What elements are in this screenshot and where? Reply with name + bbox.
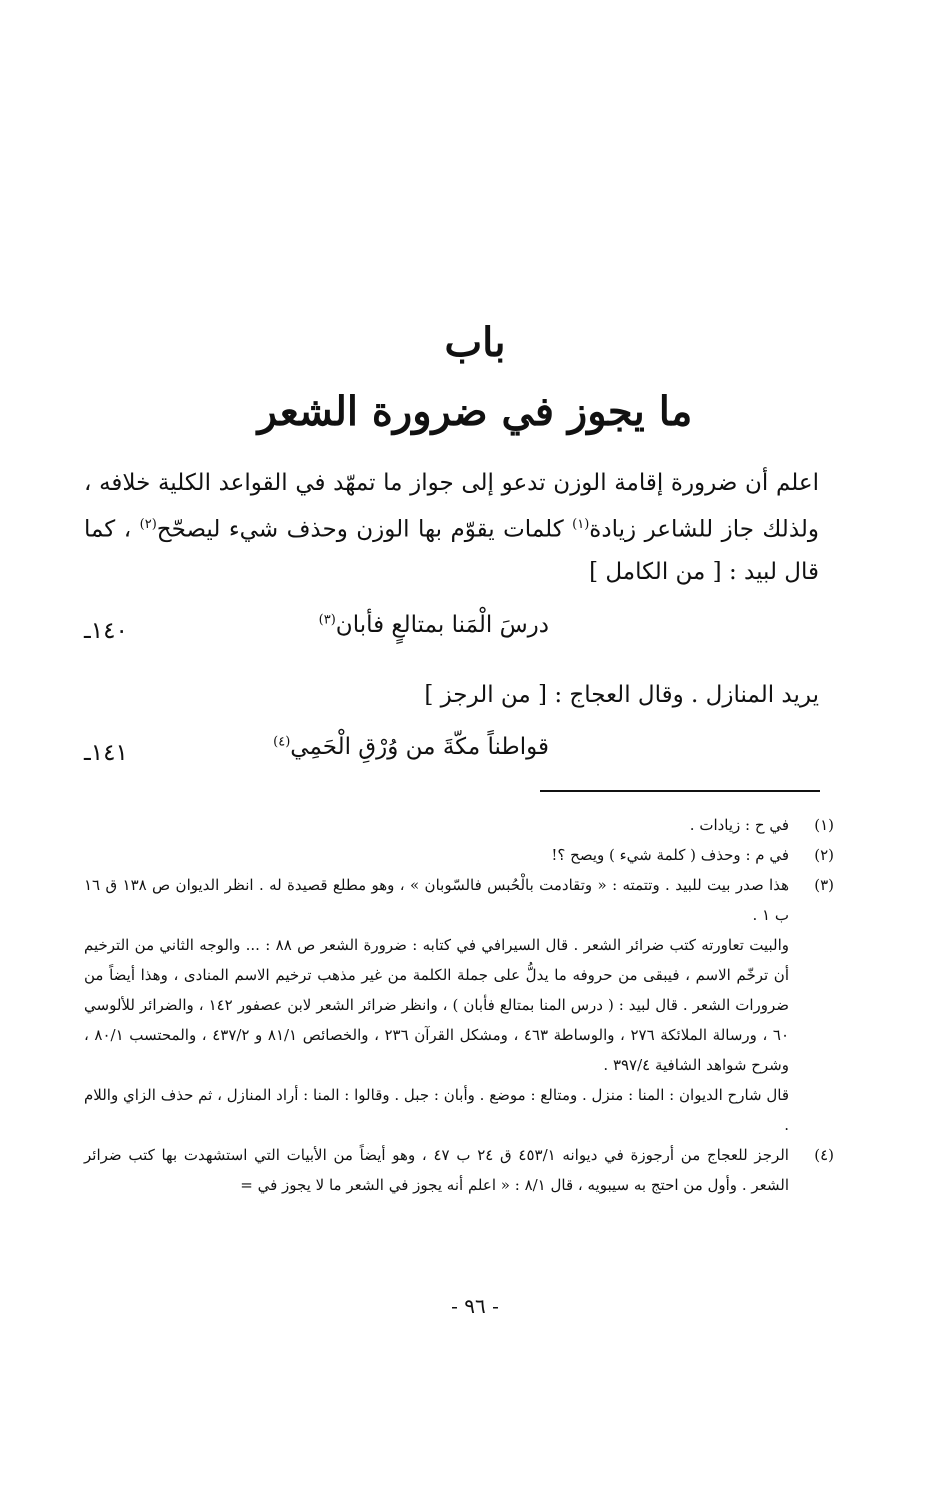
verse-line: قواطناً مكّةَ من وُرْقِ الْحَمِي	[290, 734, 549, 760]
verse-text	[319, 612, 549, 638]
verse-number: ١٤٠ـ	[84, 618, 128, 644]
footnote-ref-2: (٢)	[139, 517, 157, 532]
footnote-text: والبيت تعاورته كتب ضرائر الشعر . قال السيرافي في كتابه : ضرورة الشعر ص ٨٨ : ... والوجه الثاني من الترخيم أن ترخّم الاسم ، فيبقى من حروفه ما يدلُّ على جملة الكلمة من غير مذهب ترخيم الاسم المنادى ، وهذا أيضاً من ضرورات الشعر . قال لبيد : ( درس المنا بمتالع فأبان ) ، وانظر ضرائر الشعر لابن عصفور ١٤٢ ، والضرائر للألوسي ٦٠ ، ورسالة الملائكة ٢٧٦ ، والوساطة ٤٦٣ ، ومشكل القرآن ٢٣٦ ، والخصائص ٨١/١ و ٤٣٧/٢ ، والمحتسب ٨٠/١ ، وشرح شواهد الشافية ٣٩٧/٤ .	[84, 936, 790, 1074]
verse-141	[84, 730, 819, 780]
transition-line: يريد المنازل . وقال العجاج : [ من الرجز ]	[424, 682, 819, 708]
verse-number: ١٤١ـ	[84, 740, 128, 766]
footnote-text: هذا صدر بيت للبيد . وتتمته : « وتقادمت بالْحُبس فالسّوبان » ، وهو مطلع قصيدة له . انظر الديوان ص ١٣٨ ق ١٦ ب ١ .	[84, 876, 789, 924]
footnote-text: في م : وحذف ( كلمة شيء ) ويصح ؟!	[551, 846, 789, 864]
verse-text	[273, 734, 549, 760]
footnote	[84, 840, 834, 870]
footnote	[84, 810, 834, 840]
footnote-number: (٣)	[814, 876, 834, 894]
footnote-text: قال شارح الديوان : المنا : منزل . ومتالع : موضع . وأبان : جبل . وقالوا : المنا : أراد المنازل ، ثم حذف الزاي واللام .	[84, 1086, 789, 1134]
footnote-divider	[540, 790, 820, 792]
chapter-title: ما يجوز في ضرورة الشعر	[257, 388, 693, 435]
footnote-text: في ح : زيادات .	[689, 816, 789, 834]
footnote-number: (١)	[814, 816, 834, 834]
footnote-ref-3: (٣)	[318, 612, 336, 628]
footnote	[84, 1140, 834, 1200]
intro-paragraph	[84, 462, 819, 593]
footnote-continuation	[84, 930, 834, 1080]
footnote-number: (٢)	[814, 846, 834, 864]
intro-text-part3: ، كما قال لبيد : [ من الكامل ]	[84, 516, 819, 585]
verse-140	[84, 608, 819, 658]
footnote-ref-1: (١)	[572, 517, 590, 532]
footnotes	[84, 810, 834, 1200]
verse-line: درسَ الْمَنا بمتالعٍ فأبان	[335, 612, 549, 638]
chapter-label: باب	[444, 319, 506, 366]
intro-text-part1: اعلم أن ضرورة إقامة الوزن تدعو إلى جواز ما تمهّد في القواعد الكلية خلافه ، ولذلك جاز للشاعر زيادة	[84, 470, 820, 543]
footnote-text: الرجز للعجاج من أرجوزة في ديوانه ٤٥٣/١ ق ٢٤ ب ٤٧ ، وهو أيضاً من الأبيات التي استشهدت بها كتب ضرائر الشعر . وأول من احتج به سيبويه ، قال ٨/١ : « اعلم أنه يجوز في الشعر ما لا يجوز في =	[84, 1146, 789, 1194]
footnote-continuation	[84, 1080, 834, 1140]
intro-text-part2: كلمات يقوّم بها الوزن وحذف شيء ليصحّح	[156, 516, 573, 543]
page-number: - ٩٦ -	[451, 1294, 499, 1318]
footnote-number: (٤)	[814, 1146, 834, 1164]
footnote	[84, 870, 834, 930]
footnote-ref-4: (٤)	[273, 734, 291, 750]
